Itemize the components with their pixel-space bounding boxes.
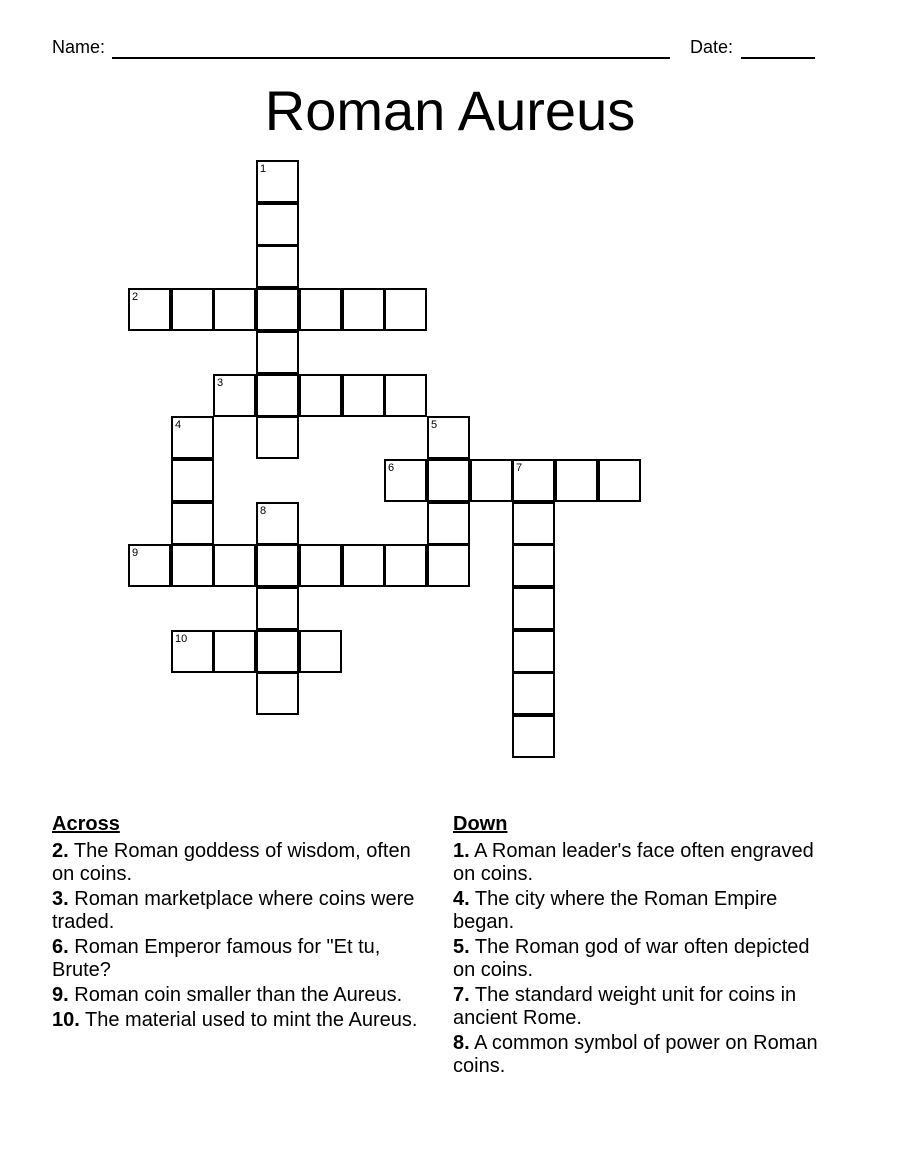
grid-cell[interactable] xyxy=(256,288,299,331)
grid-cell[interactable] xyxy=(342,374,385,417)
clue-item xyxy=(52,984,432,1007)
clue-text: Roman coin smaller than the Aureus. xyxy=(68,984,403,1006)
clue-text: The material used to mint the Aureus. xyxy=(79,1009,418,1031)
clue-text: Roman Emperor famous for "Et tu, Brute? xyxy=(52,936,381,981)
grid-cell[interactable] xyxy=(427,416,470,459)
page-title: Roman Aureus xyxy=(264,79,636,142)
clue-text: The Roman god of war often depicted on coins. xyxy=(453,936,810,981)
cell-number: 3 xyxy=(217,377,224,389)
clue-number: 10. xyxy=(52,1009,80,1031)
clue-text: Roman marketplace where coins were traded. xyxy=(52,888,415,933)
cell-number: 8 xyxy=(260,505,267,517)
grid-cell[interactable] xyxy=(256,630,299,673)
grid-cell[interactable] xyxy=(171,416,214,459)
grid-cell[interactable] xyxy=(171,288,214,331)
clue-text: The standard weight unit for coins in ancient Rome. xyxy=(453,984,797,1029)
clue-item xyxy=(453,984,833,1030)
grid-cell[interactable] xyxy=(512,544,555,587)
clue-number: 8. xyxy=(453,1032,470,1054)
grid-cell[interactable] xyxy=(213,544,256,587)
grid-cell[interactable] xyxy=(256,331,299,374)
grid-cell[interactable] xyxy=(128,544,171,587)
grid-cell[interactable] xyxy=(342,544,385,587)
grid-cell[interactable] xyxy=(384,288,427,331)
grid-cell[interactable] xyxy=(427,544,470,587)
grid-cell[interactable] xyxy=(256,203,299,246)
clue-number: 4. xyxy=(453,888,470,910)
clue-number: 5. xyxy=(453,936,470,958)
across-heading: Across xyxy=(52,813,120,835)
cell-number: 1 xyxy=(260,163,267,175)
grid-cell[interactable] xyxy=(555,459,598,502)
cell-number: 5 xyxy=(431,419,438,431)
grid-cell[interactable] xyxy=(256,587,299,630)
grid-cell[interactable] xyxy=(256,160,299,203)
down-heading: Down xyxy=(453,813,508,835)
cell-number: 2 xyxy=(132,291,139,303)
name-label: Name: xyxy=(52,37,106,57)
clue-text: The city where the Roman Empire began. xyxy=(453,888,778,933)
grid-cell[interactable] xyxy=(256,544,299,587)
grid-cell[interactable] xyxy=(299,630,342,673)
grid-cell[interactable] xyxy=(598,459,641,502)
clue-number: 9. xyxy=(52,984,69,1006)
grid-cell[interactable] xyxy=(299,288,342,331)
cell-number: 9 xyxy=(132,547,139,559)
clue-text: The Roman goddess of wisdom, often on coins. xyxy=(52,840,411,885)
grid-cell[interactable] xyxy=(470,459,513,502)
across-clues xyxy=(52,813,432,1034)
grid-cell[interactable] xyxy=(171,502,214,545)
clue-text: A common symbol of power on Roman coins. xyxy=(453,1032,818,1077)
grid-cell[interactable] xyxy=(427,502,470,545)
grid-cell[interactable] xyxy=(299,544,342,587)
grid-cell[interactable] xyxy=(213,630,256,673)
clue-item xyxy=(453,1032,833,1078)
down-clues xyxy=(453,813,833,1080)
grid-cell[interactable] xyxy=(427,459,470,502)
clue-item xyxy=(52,1009,432,1032)
grid-cell[interactable] xyxy=(384,459,427,502)
grid-cell[interactable] xyxy=(256,245,299,288)
grid-cell[interactable] xyxy=(512,630,555,673)
grid-cell[interactable] xyxy=(512,715,555,758)
clue-item xyxy=(453,936,833,982)
cell-number: 4 xyxy=(175,419,182,431)
clue-number: 3. xyxy=(52,888,69,910)
clue-number: 7. xyxy=(453,984,470,1006)
grid-cell[interactable] xyxy=(213,374,256,417)
clue-item xyxy=(453,840,833,886)
clue-number: 1. xyxy=(453,840,470,862)
grid-cell[interactable] xyxy=(128,288,171,331)
grid-cell[interactable] xyxy=(213,288,256,331)
grid-cell[interactable] xyxy=(512,587,555,630)
grid-cell[interactable] xyxy=(256,502,299,545)
grid-cell[interactable] xyxy=(256,416,299,459)
grid-cell[interactable] xyxy=(299,374,342,417)
clue-text: A Roman leader's face often engraved on coins. xyxy=(453,840,814,885)
clue-number: 2. xyxy=(52,840,69,862)
cell-number: 6 xyxy=(388,462,395,474)
grid-cell[interactable] xyxy=(512,672,555,715)
clue-item xyxy=(52,936,432,982)
grid-cell[interactable] xyxy=(512,502,555,545)
grid-cell[interactable] xyxy=(171,459,214,502)
clue-number: 6. xyxy=(52,936,69,958)
grid-cell[interactable] xyxy=(342,288,385,331)
cell-number: 7 xyxy=(516,462,523,474)
clue-item xyxy=(453,888,833,934)
grid-cell[interactable] xyxy=(512,459,555,502)
cell-number: 10 xyxy=(175,633,188,645)
clue-item xyxy=(52,840,432,886)
grid-cell[interactable] xyxy=(171,630,214,673)
grid-cell[interactable] xyxy=(256,672,299,715)
grid-cell[interactable] xyxy=(384,374,427,417)
grid-cell[interactable] xyxy=(384,544,427,587)
grid-cell[interactable] xyxy=(171,544,214,587)
grid-cell[interactable] xyxy=(256,374,299,417)
date-label: Date: xyxy=(690,37,734,57)
clue-item xyxy=(52,888,432,934)
